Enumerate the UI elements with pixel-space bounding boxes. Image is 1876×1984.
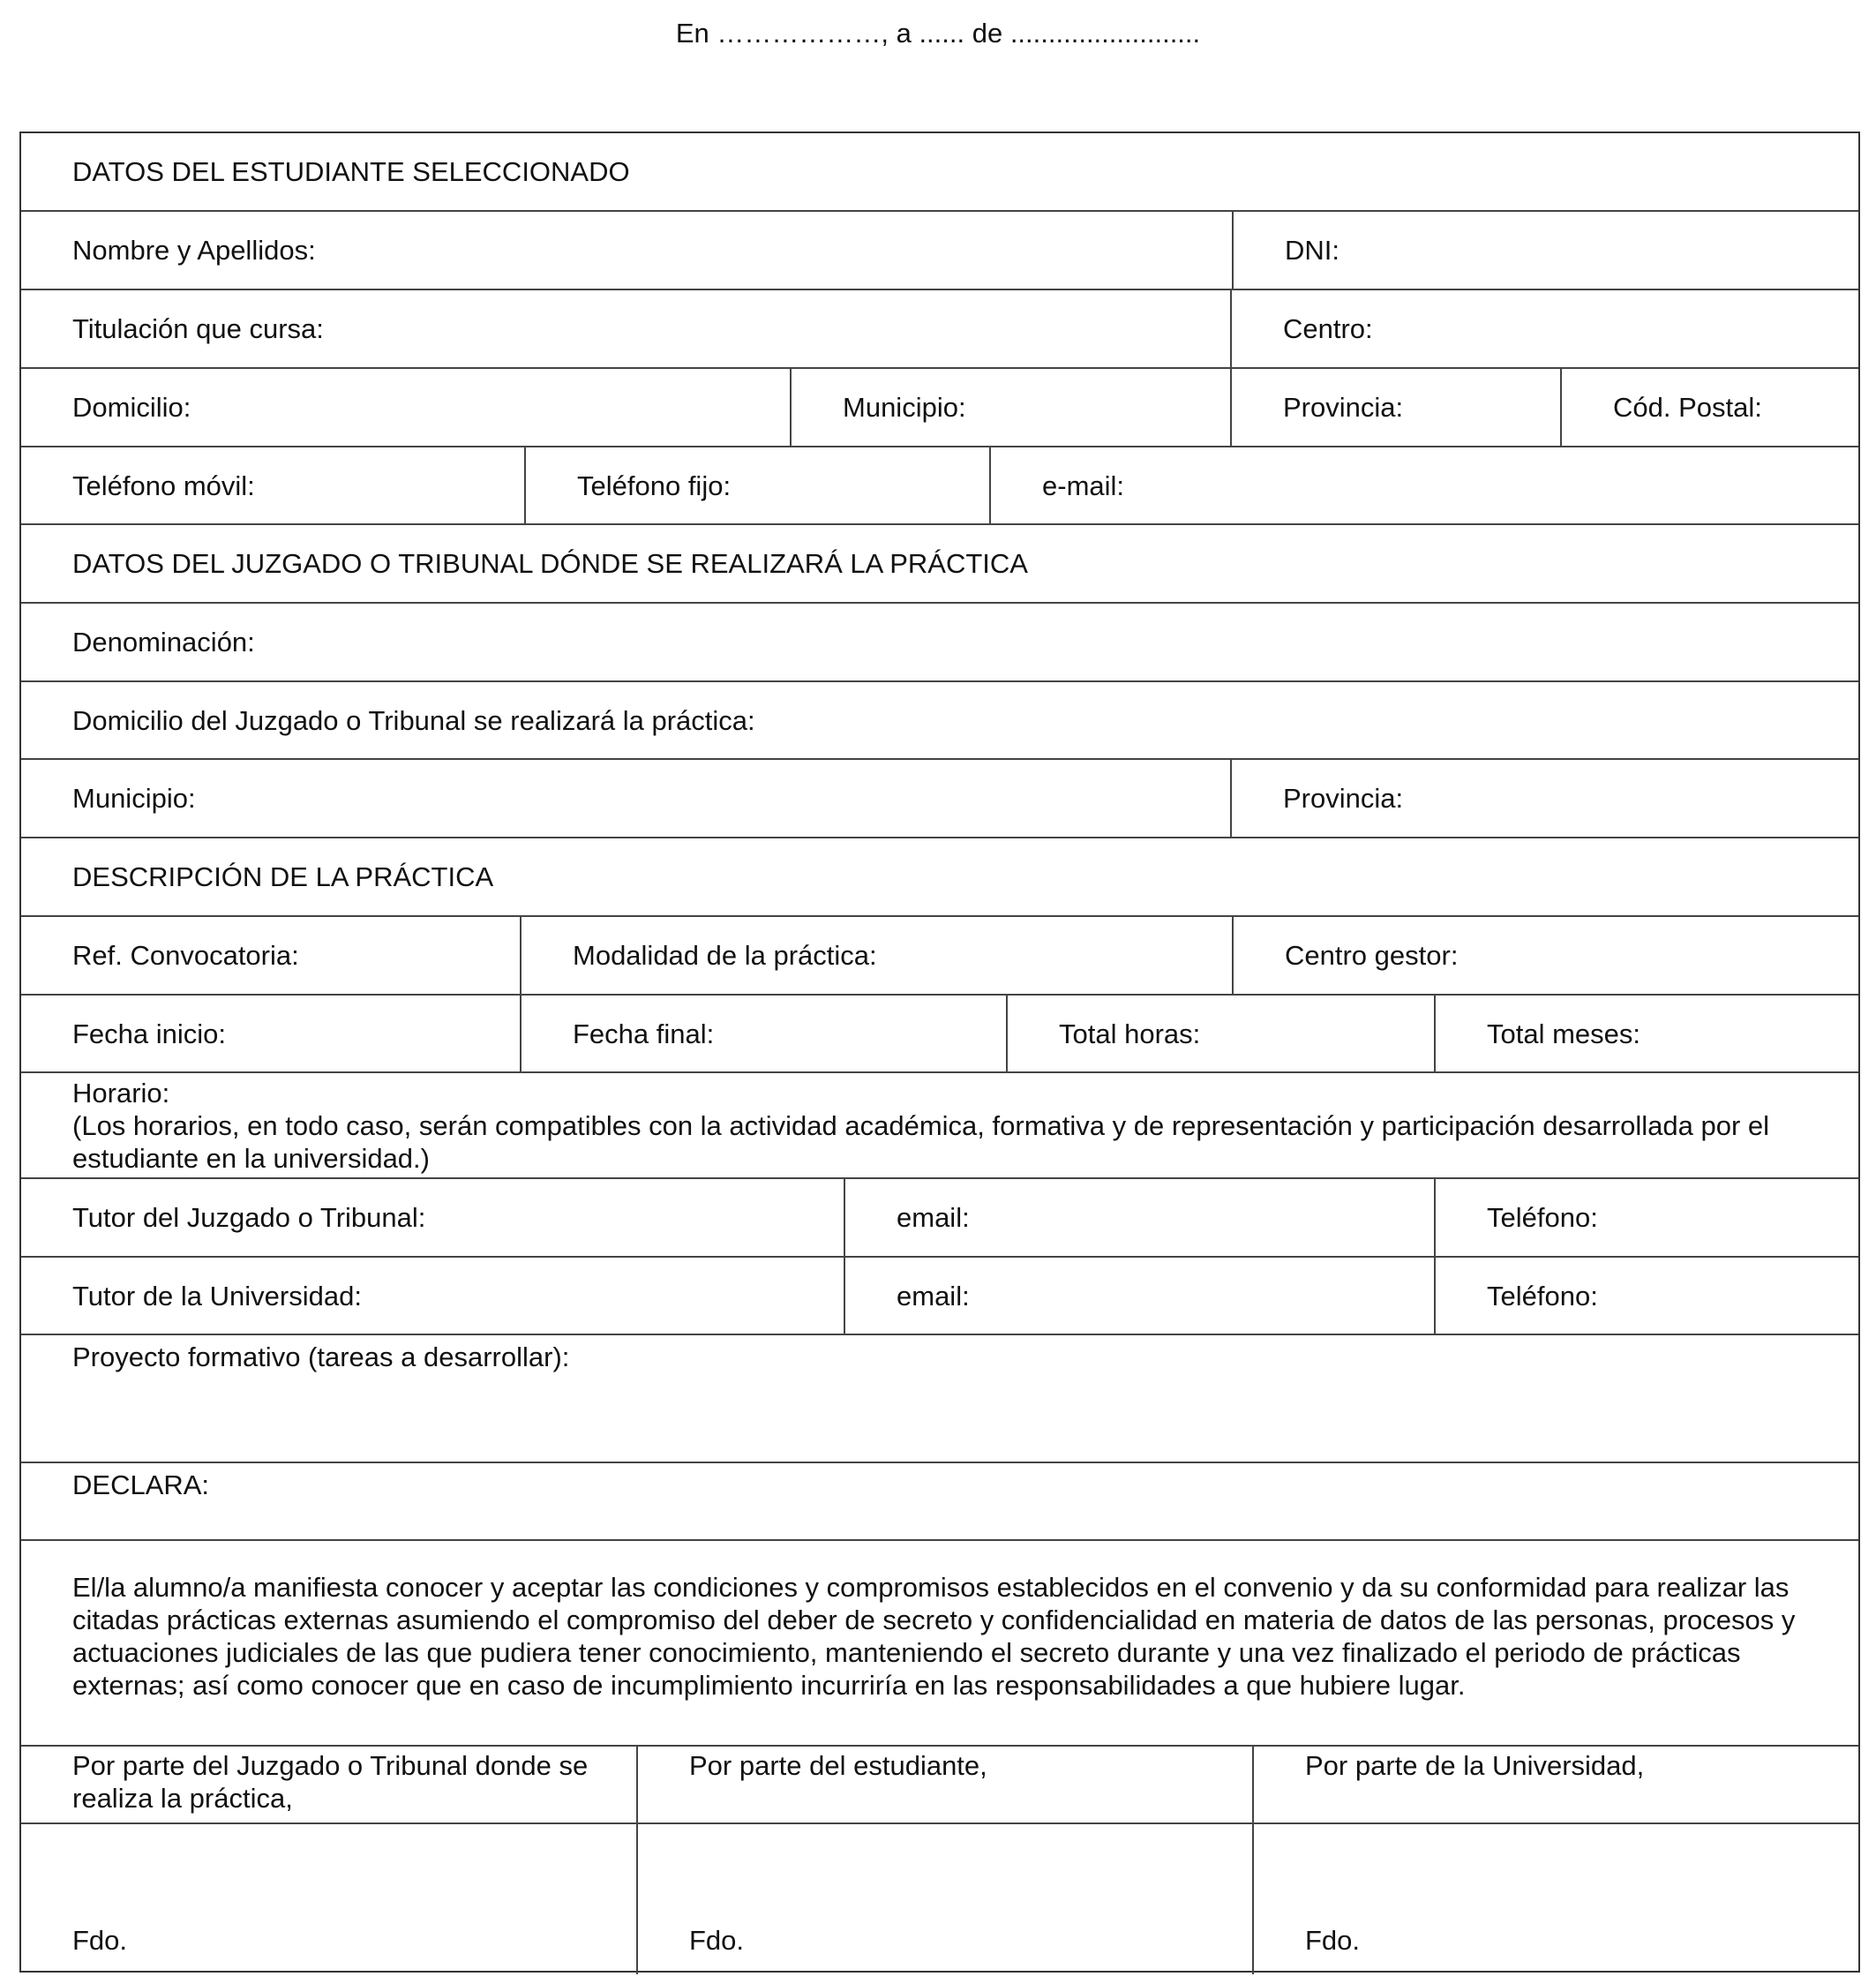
degree-field[interactable]: Titulación que cursa: [72, 313, 324, 344]
court-denomination-field[interactable]: Denominación: [72, 627, 255, 658]
court-tutor-phone-field[interactable]: Teléfono: [1487, 1202, 1598, 1233]
dni-field[interactable]: DNI: [1285, 235, 1339, 266]
schedule-field[interactable] [21, 1073, 1858, 1177]
court-address-field[interactable]: Domicilio del Juzgado o Tribunal se realizará la práctica: [72, 704, 755, 736]
declaration-title: DECLARA: [72, 1469, 210, 1500]
municipality-field[interactable]: Municipio: [843, 392, 966, 423]
student-section-title: DATOS DEL ESTUDIANTE SELECCIONADO [72, 156, 630, 187]
internship-form [19, 132, 1860, 1973]
call-reference-field[interactable]: Ref. Convocatoria: [72, 940, 299, 971]
schedule-note: (Los horarios, en todo caso, serán compatibles con la actividad académica, formativa y de representación y participación desarrollada por el estudiante en la universidad.) [72, 1110, 1770, 1174]
name-field[interactable]: Nombre y Apellidos: [72, 235, 316, 266]
practice-modality-field[interactable]: Modalidad de la práctica: [573, 940, 877, 971]
managing-center-field[interactable]: Centro gestor: [1285, 940, 1459, 971]
landline-phone-field[interactable]: Teléfono fijo: [577, 470, 732, 501]
university-signature-heading: Por parte de la Universidad, [1305, 1750, 1645, 1781]
end-date-field[interactable]: Fecha final: [573, 1018, 715, 1049]
declaration-text: El/la alumno/a manifiesta conocer y aceptar las condiciones y compromisos establecidos en el convenio y da su conformidad para realizar las citadas prácticas externas asumiendo el compromiso del deber de secreto y confidencialidad en materia de datos de las personas, procesos y actuaciones judiciales de las que pudiera tener conocimiento, manteniendo el secreto durante y una vez finalizado el periodo de prácticas externas; así como conocer que en caso de incumplimiento incurriría en las responsabilidades a que hubiere lugar. [72, 1572, 1796, 1701]
mobile-phone-field[interactable]: Teléfono móvil: [72, 470, 255, 501]
student-signature-heading: Por parte del estudiante, [689, 1750, 987, 1781]
province-field[interactable]: Provincia: [1283, 392, 1404, 423]
court-tutor-email-field[interactable]: email: [897, 1202, 970, 1233]
postal-code-field[interactable]: Cód. Postal: [1613, 392, 1762, 423]
university-tutor-phone-field[interactable]: Teléfono: [1487, 1280, 1598, 1311]
university-tutor-email-field[interactable]: email: [897, 1280, 970, 1311]
address-field[interactable]: Domicilio: [72, 392, 191, 423]
court-tutor-field[interactable]: Tutor del Juzgado o Tribunal: [72, 1202, 426, 1233]
university-signature-box[interactable] [1254, 1824, 1858, 1971]
training-project-field[interactable]: Proyecto formativo (tareas a desarrollar): [72, 1341, 570, 1372]
date-place-line: En ………………, a ...... de ......................... [675, 18, 1201, 49]
practice-section-title: DESCRIPCIÓN DE LA PRÁCTICA [72, 861, 494, 892]
court-signature-heading: Por parte del Juzgado o Tribunal donde se realiza la práctica, [72, 1750, 589, 1814]
total-hours-field[interactable]: Total horas: [1059, 1018, 1201, 1049]
email-field[interactable]: e-mail: [1042, 470, 1125, 501]
university-fdo-label: Fdo. [1305, 1925, 1361, 1956]
court-province-field[interactable]: Provincia: [1283, 783, 1404, 814]
court-section-title: DATOS DEL JUZGADO O TRIBUNAL DÓNDE SE REALIZARÁ LA PRÁCTICA [72, 548, 1028, 579]
start-date-field[interactable]: Fecha inicio: [72, 1018, 227, 1049]
center-field[interactable]: Centro: [1283, 313, 1373, 344]
total-months-field[interactable]: Total meses: [1487, 1018, 1641, 1049]
court-fdo-label: Fdo. [72, 1925, 128, 1956]
schedule-label: Horario: [72, 1078, 170, 1108]
student-fdo-label: Fdo. [689, 1925, 745, 1956]
student-signature-box[interactable] [638, 1824, 1252, 1971]
university-tutor-field[interactable]: Tutor de la Universidad: [72, 1280, 362, 1311]
court-municipality-field[interactable]: Municipio: [72, 783, 196, 814]
court-signature-box[interactable] [21, 1824, 636, 1971]
